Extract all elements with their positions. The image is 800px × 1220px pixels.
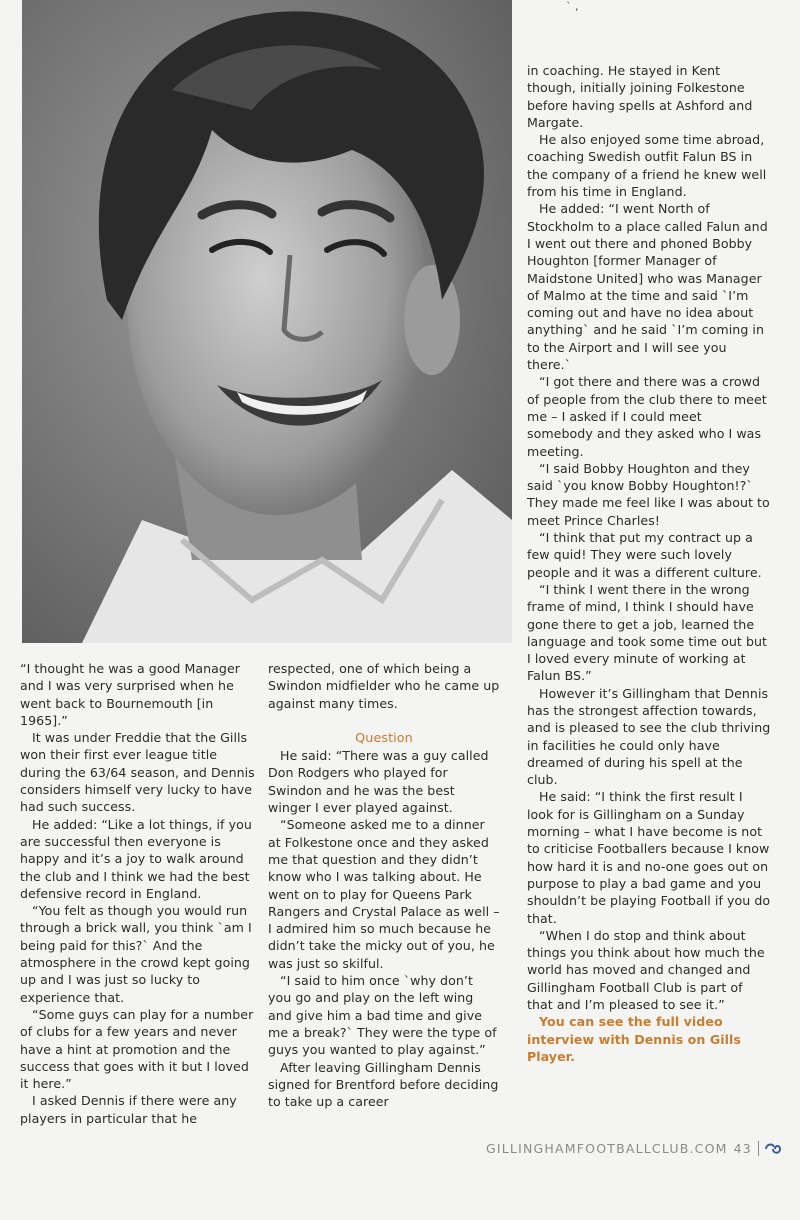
paragraph: I asked Dennis if there were any players in particular that he (20, 1093, 237, 1126)
paragraph: However it’s Gillingham that Dennis has the strongest affection towards, and is pleased to see the club thriving in facilities he could only have dreamed of during his spell at the club. (527, 685, 771, 788)
page-footer (486, 1141, 781, 1156)
video-promo-text: You can see the full video interview with Dennis on Gills Player. (527, 1014, 741, 1064)
print-mark: ` , (566, 0, 579, 13)
player-portrait-photo (22, 0, 512, 643)
article-column-left (20, 660, 258, 1127)
paragraph: “Some guys can play for a number of clubs for a few years and never have a hint at promotion and the success that goes with it but I loved it here.” (20, 1006, 254, 1092)
paragraph: He also enjoyed some time abroad, coaching Swedish outfit Falun BS in the company of a friend he knew well from his time in England. (527, 132, 767, 200)
paragraph: He added: “I went North of Stockholm to a place called Falun and I went out there and phoned Bobby Houghton [former Manager of Maidstone United] who was Manager of Malmo at the time and said `I’m coming out and have no idea about anything` and he said `I’m coming in to the Airport and I will see you there.` (527, 201, 768, 373)
paragraph: He said: “There was a guy called Don Rodgers who played for Swindon and he was the best winger I ever played against. (268, 748, 489, 816)
portrait-illustration (22, 0, 512, 643)
footer-site-url: GILLINGHAMFOOTBALLCLUB.COM (486, 1141, 728, 1156)
paragraph: “You felt as though you would run through a brick wall, you think `am I being paid for this?` And the atmosphere in the crowd kept going up and I was just so lucky to experience that. (20, 903, 252, 1005)
club-logo-icon (765, 1142, 781, 1156)
paragraph: “I thought he was a good Manager and I was very surprised when he went back to Bournemouth [in 1965].” (20, 661, 241, 728)
paragraph: respected, one of which being a Swindon midfielder who he came up against many times. (268, 661, 500, 711)
paragraph: He said: “I think the first result I look for is Gillingham on a Sunday morning – what I have become is not to criticise Footballers because I know how hard it is and no-one goes out on purpose to play a bad game and you shouldn’t be playing Football if you do that. (527, 789, 771, 926)
paragraph: He added: “Like a lot things, if you are successful then everyone is happy and it’s a joy to walk around the club and I think we had the best defensive record in England. (20, 816, 252, 901)
paragraph: “I think I went there in the wrong frame of mind, I think I should have gone there to get a job, learned the language and took some time out but I loved every minute of working at Falun BS.” (527, 581, 768, 684)
article-column-middle (268, 660, 500, 1110)
paragraph: in coaching. He stayed in Kent though, initially joining Folkestone before having spells at Ashford and Margate. (527, 63, 753, 130)
section-heading: Question (355, 730, 413, 746)
paragraph: “I got there and there was a crowd of people from the club there to meet me – I asked if I could meet somebody and they asked who I was meeting. (527, 374, 767, 459)
paragraph: “I said to him once `why don’t you go and play on the left wing and give him a bad time and give me a break?` They were the type of guys you wanted to play against.” (268, 973, 497, 1058)
paragraph: “I said Bobby Houghton and they said `you know Bobby Houghton!?` They made me feel like I was about to meet Prince Charles! (527, 460, 770, 528)
paragraph: “Someone asked me to a dinner at Folkestone once and they asked me that question and they didn’t know who I was talking about. He went on to play for Queens Park Rangers and Crystal Palace as well – I admired him so much because he didn’t take the micky out of you, he was just so skilful. (268, 817, 500, 971)
paragraph: After leaving Gillingham Dennis signed for Brentford before deciding to take up a career (268, 1059, 499, 1110)
page-number: 43 (733, 1141, 752, 1156)
footer-divider (758, 1141, 759, 1156)
paragraph: “I think that put my contract up a few quid! They were such lovely people and it was a different culture. (527, 530, 762, 580)
paragraph: It was under Freddie that the Gills won their first ever league title during the 63/64 season, and Dennis considers himself very lucky to have had such success. (20, 730, 255, 815)
paragraph: “When I do stop and think about things you think about how much the world has moved and changed and Gillingham Football Club is part of that and I’m pleased to see it.” (527, 927, 765, 1013)
article-column-right (527, 62, 771, 1065)
